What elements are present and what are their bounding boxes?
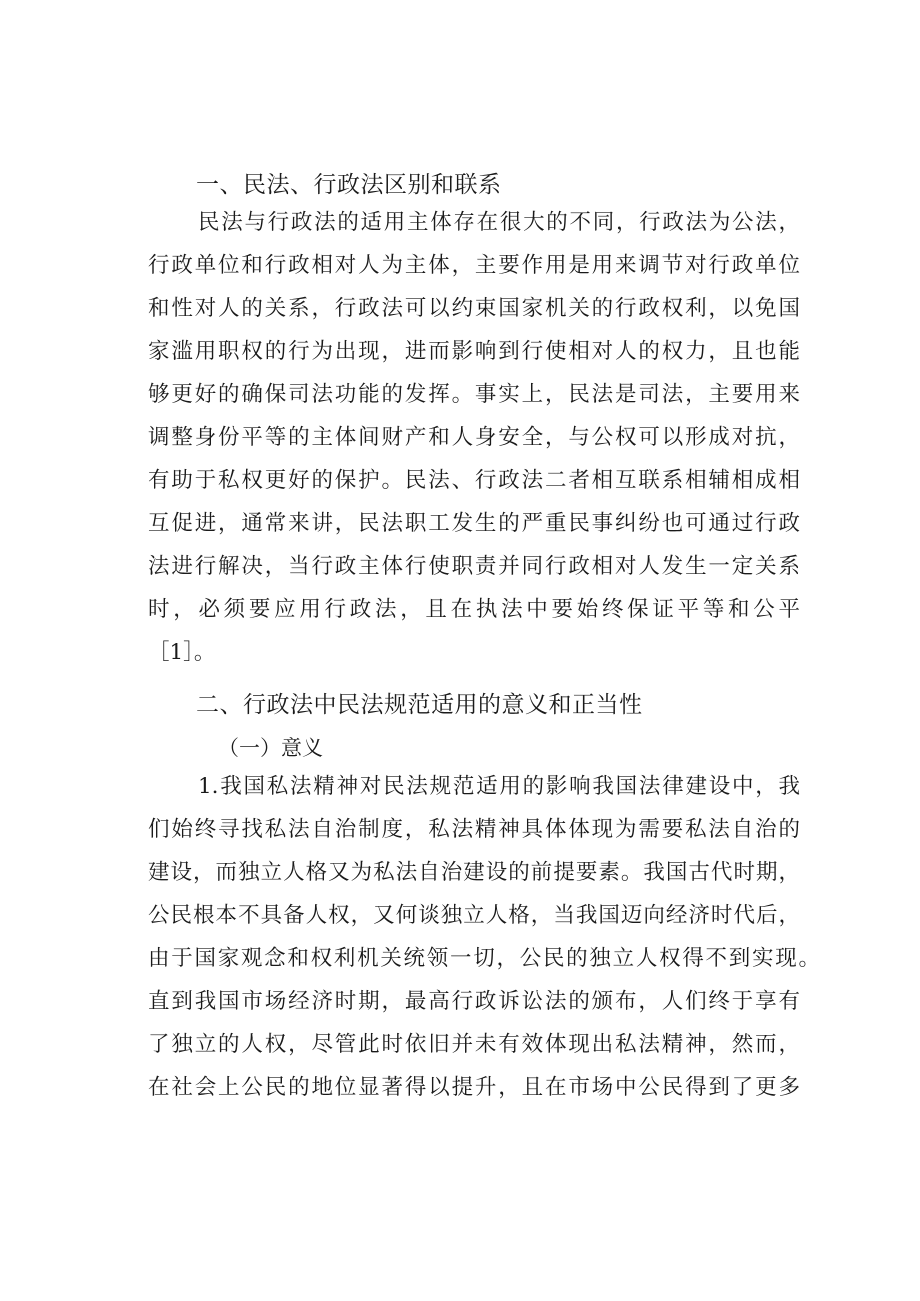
section1-line: 时，必须要应用行政法，且在执法中要始终保证平等和公平	[148, 597, 800, 622]
section2-line: 1.我国私法精神对民法规范适用的影响我国法律建设中，我	[198, 774, 800, 799]
section2-subheading: （一）意义	[218, 736, 323, 760]
section1-line: 调整身份平等的主体间财产和人身安全，与公权可以形成对抗，	[148, 425, 800, 450]
section2-line: 由于国家观念和权利机关统领一切，公民的独立人权得不到实现。	[148, 946, 820, 971]
section1-line: 有助于私权更好的保护。民法、行政法二者相互联系相辅相成相	[148, 468, 800, 493]
section2-heading: 二、行政法中民法规范适用的意义和正当性	[196, 692, 643, 718]
section1-heading: 一、民法、行政法区别和联系	[196, 172, 502, 198]
section1-line: 和性对人的关系，行政法可以约束国家机关的行政权利，以免国	[148, 296, 800, 321]
section1-line: 够更好的确保司法功能的发挥。事实上，民法是司法，主要用来	[148, 382, 800, 407]
section1-line: 法进行解决，当行政主体行使职责并同行政相对人发生一定关系	[148, 554, 800, 579]
section2-line: 在社会上公民的地位显著得以提升，且在市场中公民得到了更多	[148, 1075, 800, 1100]
section1-line: 家滥用职权的行为出现，进而影响到行使相对人的权力，且也能	[148, 339, 800, 364]
section2-line: 建设，而独立人格又为私法自治建设的前提要素。我国古代时期，	[148, 860, 800, 885]
section2-line: 了独立的人权，尽管此时依旧并未有效体现出私法精神，然而，	[148, 1032, 800, 1057]
section2-line: 公民根本不具备人权，又何谈独立人格，当我国迈向经济时代后，	[148, 903, 800, 928]
section1-line: 民法与行政法的适用主体存在很大的不同，行政法为公法，	[198, 210, 800, 235]
section1-line: 互促进，通常来讲，民法职工发生的严重民事纠纷也可通过行政	[148, 511, 800, 536]
section1-line: 行政单位和行政相对人为主体，主要作用是用来调节对行政单位	[148, 253, 800, 278]
section2-line: 们始终寻找私法自治制度，私法精神具体体现为需要私法自治的	[148, 817, 800, 842]
section1-line: ［1］。	[148, 640, 216, 665]
section2-line: 直到我国市场经济时期，最高行政诉讼法的颁布，人们终于享有	[148, 989, 800, 1014]
